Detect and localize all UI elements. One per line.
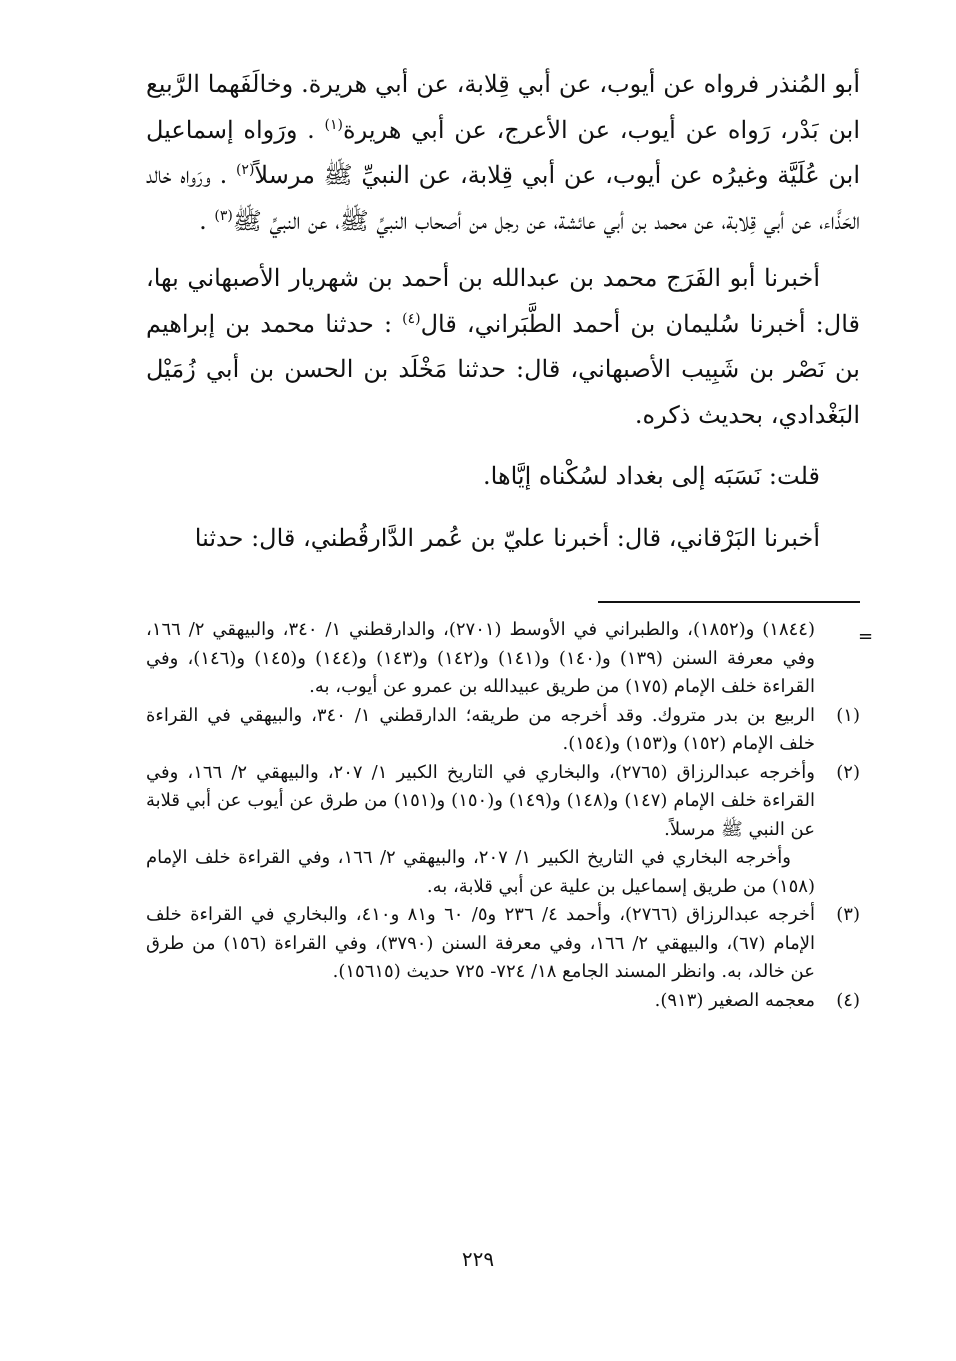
- footnote-4: [146, 987, 860, 1016]
- paragraph-4: أخبرنا البَرْقاني، قال: أخبرنا عليّ بن عُمر الدَّارقُطني، قال: حدثنا: [194, 523, 820, 552]
- footnote-3: [146, 901, 860, 987]
- footnote-ref-4: (٤): [402, 310, 421, 327]
- footnote-ref-1: (١): [324, 116, 344, 133]
- footnote-text: وأخرجه البخاري في التاريخ الكبير ١/ ٢٠٧، والبيهقي ٢/ ١٦٦، وفي القراءة خلف الإمام (١٥٨) من طريق إسماعيل بن علية عن أبي قلابة، به.: [146, 847, 815, 897]
- paragraph-2: [146, 256, 860, 438]
- footnote-continuation: (١٨٤٤) و(١٨٥٢)، والطبراني في الأوسط (٢٧٠١)، والدارقطني ١/ ٣٤٠، والبيهقي ٢/ ١٦٦، وفي معرفة السنن (١٣٩) و(١٤٠) و(١٤١) و(١٤٢) و(١٤٣) و(١٤٤) و(١٤٥) و(١٤٦)، وفي القراءة خلف الإمام (١٧٥) من طريق عبيدالله بن عمرو عن أيوب، به.: [146, 619, 815, 697]
- text-run: أبو المُنذر فرواه عن أيوب، عن أبي قِلابة، عن أبي هريرة. وخالَفَهما الرَّبيع: [146, 70, 860, 98]
- text-run: أخبرنا أبو الفَرَج محمد بن عبدالله بن أحمد بن شهريار الأصبهاني بها، قال: أخبرنا سُليمان بن أحمد الطَّبَراني، قال: [146, 264, 860, 338]
- footnote-text: وأخرجه عبدالرزاق (٢٧٦٥)، والبخاري في التاريخ الكبير ١/ ٢٠٧، والبيهقي ٢/ ١٦٦، وفي القراءة خلف الإمام (١٤٧) و(١٤٨) و(١٤٩) و(١٥٠) و(١٥١) من طرق عن أيوب عن أبي قلابة عن النبي ﷺ مرسلاً.: [146, 761, 815, 840]
- footnotes: [146, 616, 860, 1015]
- text-run: .: [199, 206, 215, 235]
- footnote-1: [146, 702, 860, 759]
- text-run: ابن بَدْر، رَواه عن أيوب، عن الأعرج، عن أبي هريرة: [343, 115, 860, 144]
- footnote-text: أخرجه عبدالرزاق (٢٧٦٦)، وأحمد ٤/ ٢٣٦ و٥/ ٦٠ و٨١ و٤١٠، والبخاري في القراءة خلف الإمام (٦٧)، والبيهقي ٢/ ١٦٦، وفي معرفة السنن (٣٧٩٠)، وفي القراءة (١٥٦) من طرق عن خالد، به. وانظر المسند الجامع ١٨/ ٧٢٤- ٧٢٥ حديث (١٥٦١٥).: [146, 904, 816, 982]
- footnote-2: [146, 759, 860, 902]
- footnote-number: (٢): [836, 761, 860, 783]
- text-run: : حدثنا محمد بن إبراهيم بن نَصْر بن شَبِيب الأصبهاني، قال: حدثنا مَخْلَد بن الحسن بن أبي زُمَيْل البَغْدادي، بحديث ذكره.: [146, 309, 860, 429]
- text-run: . ورَواه خالد الحَذَّاء، عن أبي قِلابة، عن محمد بن أبي عائشة، عن رجل من أصحاب النبيِّ ﷺ، عن النبيِّ ﷺ: [146, 161, 860, 235]
- page-number: ٢٢٩: [461, 1247, 495, 1271]
- footnote-text: الربيع بن بدر متروك. وقد أخرجه من طريقه؛ الدارقطني ١/ ٣٤٠، والبيهقي في القراءة خلف الإمام (١٥٢) و(١٥٣) و(١٥٤).: [146, 704, 815, 754]
- footnote-ref-2: (٢): [235, 162, 255, 178]
- paragraph-1: [146, 62, 860, 244]
- main-text: [146, 62, 860, 561]
- continuation-mark: =: [858, 626, 874, 647]
- footnote-number: (١): [836, 704, 860, 726]
- footnote-number: (٣): [836, 904, 860, 925]
- footnote-text: معجمه الصغير (٩١٣).: [654, 989, 815, 1011]
- footnote-ref-3: (٣): [214, 207, 233, 224]
- footnote-separator: [598, 601, 860, 603]
- paragraph-3: قلت: نَسَبَه إلى بغداد لسُكْناه إيَّاها.: [483, 462, 820, 490]
- footnote-number: (٤): [836, 989, 860, 1011]
- text-run: . ورَواه إسماعيل ابن عُلَيَّة وغيرُه عن أيوب، عن أبي قِلابة، عن النبيِّ ﷺ مرسلاً: [146, 115, 861, 189]
